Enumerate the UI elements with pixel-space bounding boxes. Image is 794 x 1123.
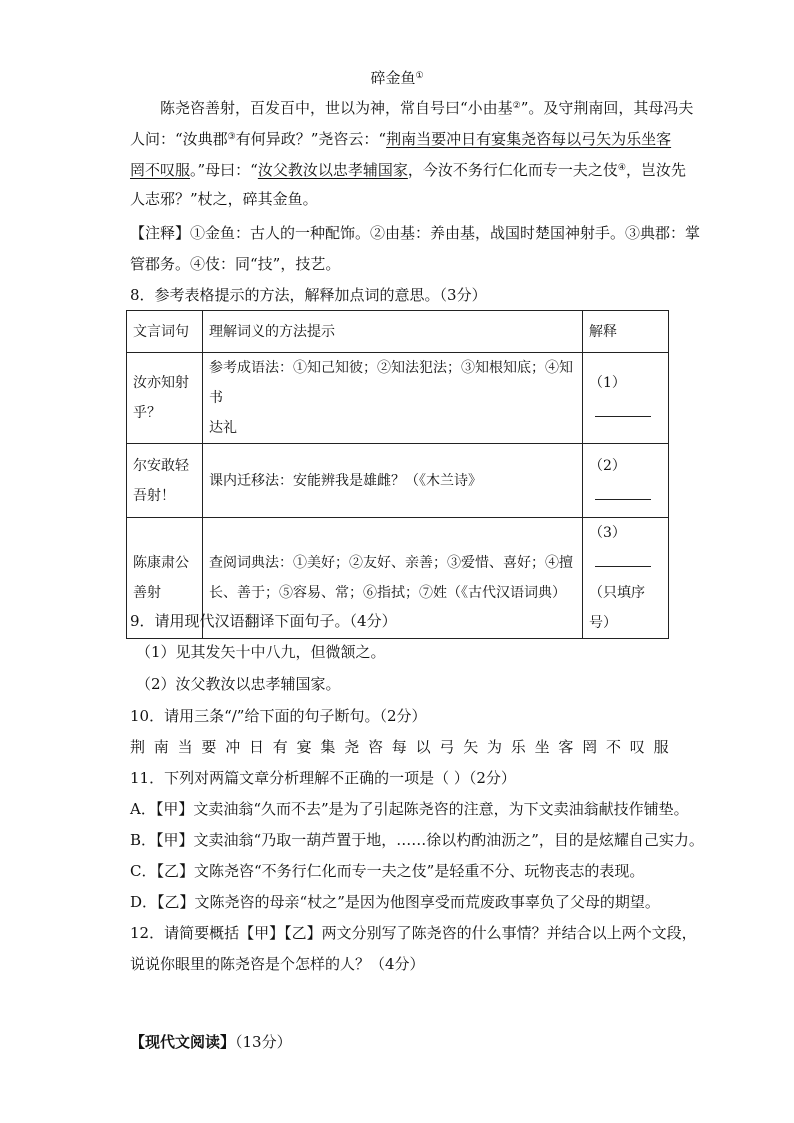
question-9-item-1: （1）见其发矢十中八九，但微颔之。 <box>136 643 386 661</box>
question-12-line-1: 12．请简要概括【甲】【乙】两文分别写了陈尧咨的什么事情？并结合以上两个文段， <box>130 924 697 942</box>
answer-blank[interactable] <box>595 548 651 567</box>
table-row <box>127 353 669 444</box>
table-cell: （1） <box>583 353 669 444</box>
question-11-option-d: D．【乙】文陈尧咨的母亲“杖之”是因为他图享受而荒废政事辜负了父母的期望。 <box>130 893 660 911</box>
table-row <box>127 444 669 518</box>
question-9-item-2: （2）汝父教汝以忠孝辅国家。 <box>136 675 341 693</box>
table-header-row <box>127 311 669 353</box>
question-11: 11．下列对两篇文章分析理解不正确的一项是（ ）（2分） <box>130 769 516 787</box>
answer-blank[interactable] <box>595 398 651 417</box>
table-header: 文言词句 <box>127 311 203 353</box>
passage-title: 碎金鱼① <box>370 69 424 87</box>
question-11-option-a: A．【甲】文卖油翁“久而不去”是为了引起陈尧咨的注意，为下文卖油翁献技作铺垫。 <box>130 800 689 818</box>
table-cell: （2） <box>583 444 669 518</box>
table-cell: （3） （只填序号） <box>583 518 669 639</box>
passage-line-3: 罔不叹服。”母曰：“汝父教汝以忠孝辅国家，今汝不务行仁化而专一夫之伎④，岂汝先 <box>130 161 686 179</box>
notes-line-2: 管郡务。④伎：同“技”，技艺。 <box>130 255 341 273</box>
question-10: 10．请用三条“/”给下面的句子断句。（2分） <box>130 707 427 725</box>
table-header: 理解词义的方法提示 <box>203 311 583 353</box>
table-cell: 查阅词典法：①美好；②友好、亲善；③爱惜、喜好；④擅 长、善于；⑤容易、常；⑥指拭；⑦姓（《古代汉语词典） <box>203 518 583 639</box>
question-10-text: 荆南当要冲日有宴集尧咨每以弓矢为乐坐客罔不叹服 <box>130 738 678 756</box>
table-cell: 陈康肃公 善射 <box>127 518 203 639</box>
vocab-table <box>126 310 669 639</box>
table-cell: 参考成语法：①知己知彼；②知法犯法；③知根知底；④知书 达礼 <box>203 353 583 444</box>
passage-line-2: 人问：“汝典郡③有何异政？”尧咨云：“荆南当要冲日有宴集尧咨每以弓矢为乐坐客 <box>130 130 672 148</box>
table-cell: 汝亦知射 乎？ <box>127 353 203 444</box>
answer-blank[interactable] <box>595 481 651 500</box>
question-12-line-2: 说说你眼里的陈尧咨是个怎样的人？（4分） <box>130 955 425 973</box>
passage-line-4: 人志邪？”杖之，碎其金鱼。 <box>130 190 318 208</box>
table-header: 解释 <box>583 311 669 353</box>
question-11-option-c: C．【乙】文陈尧咨“不务行仁化而专一夫之伎”是轻重不分、玩物丧志的表现。 <box>130 862 645 880</box>
question-8: 8．参考表格提示的方法，解释加点词的意思。（3分） <box>130 286 487 304</box>
table-cell: 尔安敢轻 吾射！ <box>127 444 203 518</box>
notes-line-1: 【注释】①金鱼：古人的一种配饰。②由基：养由基，战国时楚国神射手。③典郡：掌 <box>130 224 701 242</box>
table-cell: 课内迁移法：安能辨我是雄雌？（《木兰诗》 <box>203 444 583 518</box>
question-11-option-b: B．【甲】文卖油翁“乃取一葫芦置于地，……徐以杓酌油沥之”，目的是炫耀自己实力。 <box>130 831 704 849</box>
question-9: 9．请用现代汉语翻译下面句子。（4分） <box>130 612 397 630</box>
section-heading: 【现代文阅读】（13分） <box>130 1033 292 1051</box>
passage-line-1: 陈尧咨善射，百发百中，世以为神，常自号曰“小由基②”。及守荆南回，其母冯夫 <box>160 99 694 117</box>
